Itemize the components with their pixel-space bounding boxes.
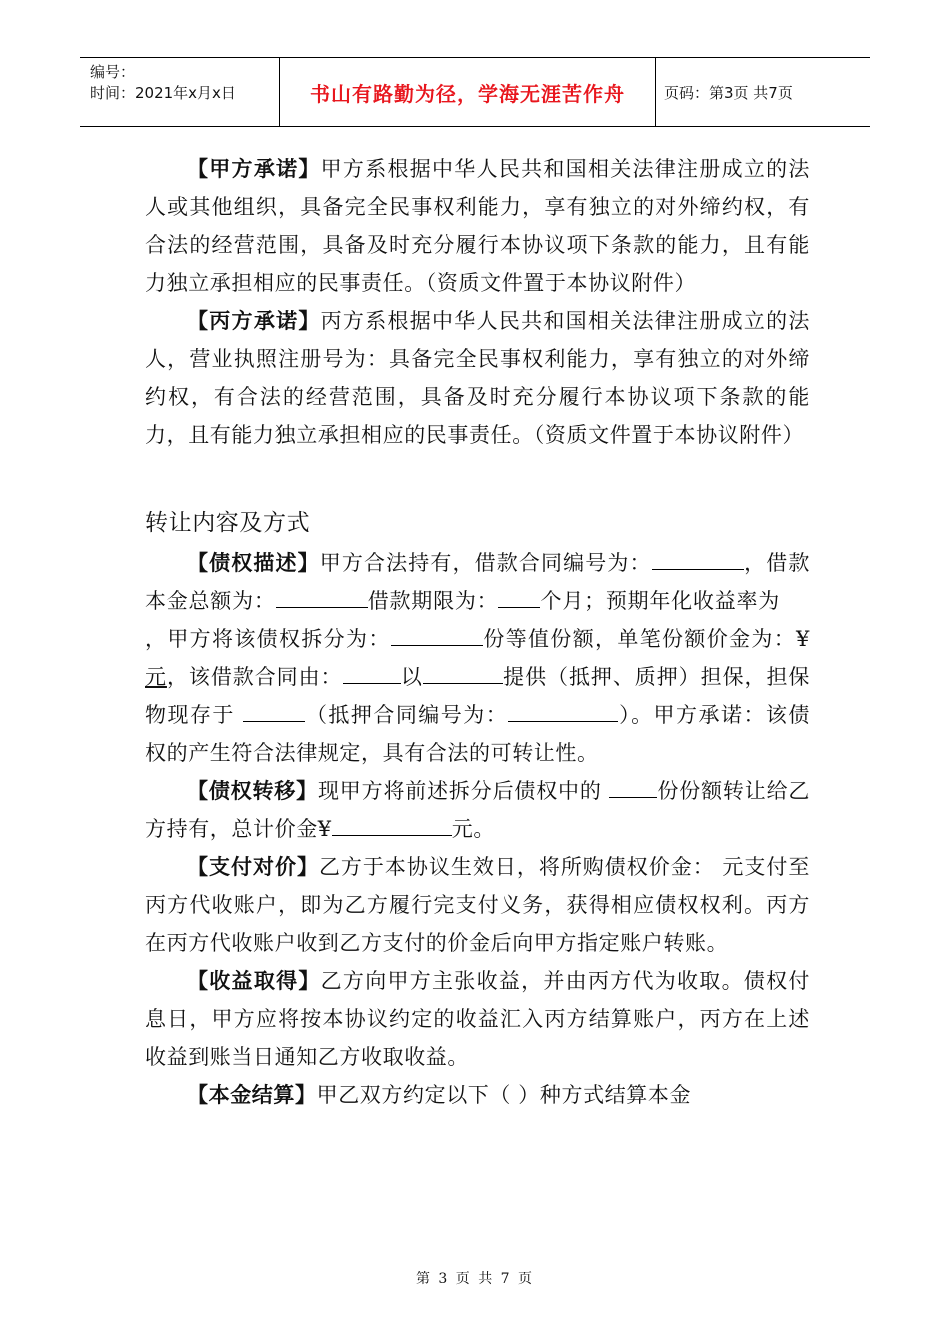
payment-label: 【支付对价】 bbox=[187, 855, 319, 879]
paragraph-income bbox=[145, 962, 810, 1076]
header-motto: 书山有路勤为径，学海无涯苦作舟 bbox=[280, 58, 656, 126]
claim-transfer-text: 份份额转让给乙方持有，总计价金¥ bbox=[145, 779, 810, 841]
contract-number-blank bbox=[652, 547, 744, 570]
total-price-blank bbox=[332, 813, 452, 836]
claim-desc-text: 份等值份额，单笔份额价金为：¥ bbox=[482, 627, 810, 651]
share-price-unit: 元 bbox=[145, 665, 167, 689]
payment-text: 乙方于本协议生效日，将所购债权价金： 元支付至丙方代收账户，即为乙方履行完支付义务，获得相应债权权利。丙方在丙方代收账户收到乙方支付的价金后向甲方指定账户转账。 bbox=[145, 855, 810, 955]
paragraph-payment bbox=[145, 848, 810, 962]
paragraph-principal bbox=[145, 1076, 810, 1114]
header-page-info: 页码：第3页 共7页 bbox=[664, 83, 793, 102]
claim-desc-text: ）。甲方承诺：该债权的产生符合法律规定，具有合法的可转让性。 bbox=[145, 703, 810, 765]
collateral-location-blank bbox=[243, 699, 305, 722]
promise-c-label: 【丙方承诺】 bbox=[187, 309, 321, 333]
page-footer: 第 3 页 共 7 页 bbox=[415, 1271, 535, 1287]
promise-c-text: 丙方系根据中华人民共和国相关法律注册成立的法人，营业执照注册号为：具备完全民事权利能力，享有独立的对外缔约权，有合法的经营范围，具备及时充分履行本协议项下条款的能力，且有能力独立承担相应的民事责任。（资质文件置于本协议附件） bbox=[145, 309, 810, 447]
principal-text: 甲乙双方约定以下（ ）种方式结算本金 bbox=[316, 1083, 692, 1107]
paragraph-promise-c bbox=[145, 302, 810, 454]
claim-desc-text: 借款期限为： bbox=[367, 589, 499, 613]
header-meta bbox=[80, 58, 280, 126]
claim-desc-text: 以 bbox=[400, 665, 423, 689]
time-label: 时间：2021年x月x日 bbox=[90, 84, 236, 102]
claim-desc-label: 【债权描述】 bbox=[187, 551, 320, 575]
claim-transfer-text: 现甲方将前述拆分后债权中的 bbox=[317, 779, 602, 803]
paragraph-claim-transfer bbox=[145, 772, 810, 848]
claim-desc-text: ，该借款合同由： bbox=[166, 665, 343, 689]
collateral-blank bbox=[423, 661, 503, 684]
guarantor-blank bbox=[343, 661, 401, 684]
claim-desc-text: （抵押合同编号为： bbox=[305, 703, 509, 727]
claim-desc-text: ，甲方将该债权拆分为： bbox=[145, 627, 391, 651]
claim-transfer-label: 【债权转移】 bbox=[187, 779, 318, 803]
principal-amount-blank bbox=[276, 585, 368, 608]
principal-label: 【本金结算】 bbox=[187, 1083, 317, 1107]
loan-term-blank bbox=[498, 585, 540, 608]
promise-a-text: 甲方系根据中华人民共和国相关法律注册成立的法人或其他组织，具备完全民事权利能力，享有独立的对外缔约权，有合法的经营范围，具备及时充分履行本协议项下条款的能力，且有能力独立承担相应的民事责任。（资质文件置于本协议附件） bbox=[145, 157, 810, 295]
page-header bbox=[80, 57, 870, 127]
income-label: 【收益取得】 bbox=[187, 969, 321, 993]
section-title: 转让内容及方式 bbox=[145, 510, 311, 536]
serial-label: 编号： bbox=[90, 63, 136, 81]
paragraph-claim-desc bbox=[145, 544, 810, 772]
promise-a-label: 【甲方承诺】 bbox=[187, 157, 321, 181]
claim-desc-text: 甲方合法持有，借款合同编号为： bbox=[319, 551, 652, 575]
claim-transfer-text: 元。 bbox=[451, 817, 495, 841]
income-text: 乙方向甲方主张收益，并由丙方代为收取。债权付息日，甲方应将按本协议约定的收益汇入丙方结算账户，丙方在上述收益到账当日通知乙方收取收益。 bbox=[145, 969, 810, 1069]
mortgage-contract-blank bbox=[508, 699, 618, 722]
share-count-blank bbox=[391, 623, 483, 646]
document-body bbox=[145, 150, 810, 1114]
claim-desc-text: ，借款本金总额为： bbox=[145, 551, 810, 613]
paragraph-promise-a bbox=[145, 150, 810, 302]
claim-desc-text: 提供（抵押、质押）担保，担保物现存于 bbox=[145, 665, 810, 727]
claim-desc-text: 个月；预期年化收益率为 bbox=[540, 589, 780, 613]
transfer-share-blank bbox=[609, 775, 657, 798]
